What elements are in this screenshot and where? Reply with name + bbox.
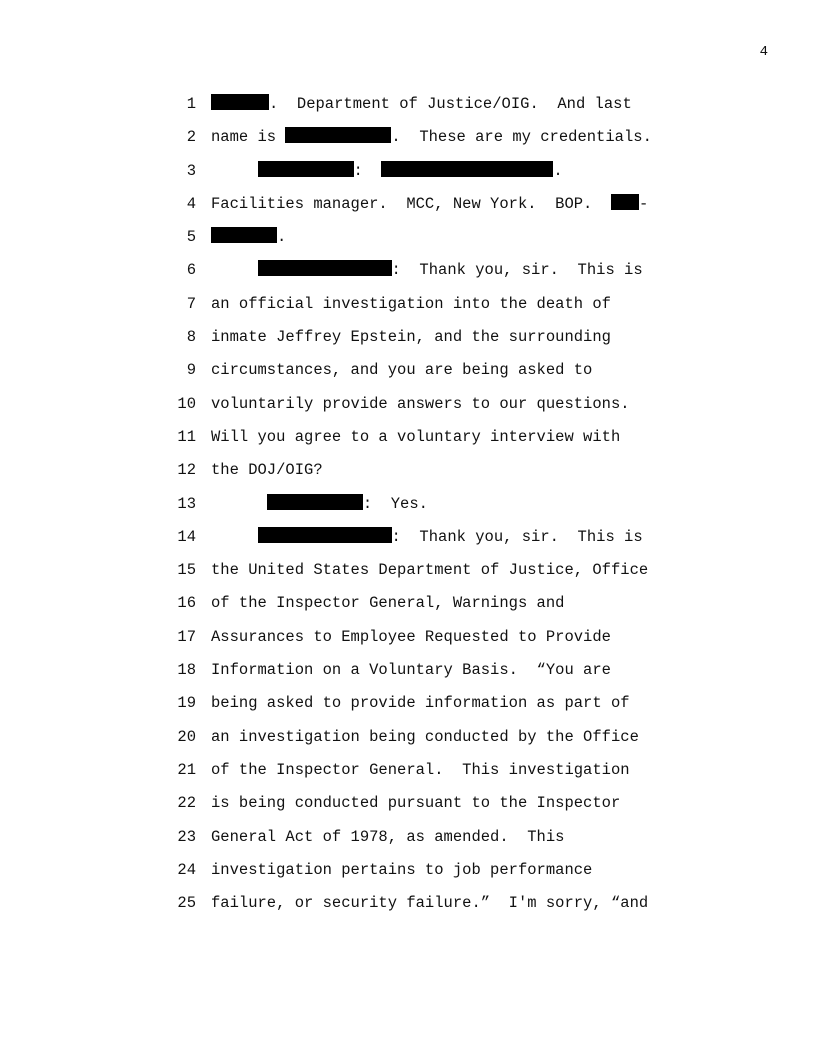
redaction-box [258, 260, 392, 276]
line-text [211, 427, 620, 447]
line-text [211, 693, 630, 713]
transcript-line [0, 294, 816, 327]
text-segment: . These are my credentials. [391, 128, 652, 147]
line-number: 1 [186, 95, 196, 113]
text-segment: . Department of Justice/OIG. And last [269, 95, 632, 113]
transcript-line [0, 127, 816, 160]
line-text [211, 660, 611, 680]
transcript-body [0, 94, 816, 926]
line-number: 4 [186, 194, 196, 213]
text-segment: name is [211, 128, 286, 147]
line-text [211, 860, 592, 880]
text-segment: Information on a Voluntary Basis. “You are [211, 661, 611, 680]
transcript-line [0, 760, 816, 793]
text-segment: : Thank you, sir. This is [391, 261, 643, 280]
text-segment: inmate Jeffrey Epstein, and the surrounding [211, 328, 611, 347]
line-number: 21 [177, 760, 196, 779]
transcript-line [0, 527, 816, 560]
line-number: 11 [177, 427, 196, 446]
line-number: 6 [186, 261, 196, 280]
transcript-line [0, 860, 816, 893]
text-segment: Will you agree to a voluntary interview with [211, 427, 621, 446]
transcript-line [0, 827, 816, 860]
line-number: 15 [177, 561, 196, 580]
line-number: 18 [177, 661, 196, 680]
transcript-line [0, 560, 816, 593]
page-number: 4 [759, 44, 768, 60]
text-segment: an official investigation into the death of [211, 294, 611, 313]
transcript-line [0, 161, 816, 194]
line-text [211, 294, 611, 314]
text-segment: the DOJ/OIG? [211, 461, 323, 480]
line-text [211, 460, 323, 480]
text-segment: : [353, 161, 382, 180]
transcript-line [0, 494, 816, 527]
text-segment: Assurances to Employee Requested to Provide [211, 627, 611, 646]
text-segment: General Act of 1978, as amended. This [211, 827, 565, 846]
redaction-box [381, 161, 553, 177]
line-number: 25 [177, 894, 196, 913]
redaction-box [211, 227, 277, 243]
line-text [211, 94, 632, 114]
text-segment: . [277, 228, 287, 247]
transcript-line [0, 227, 816, 260]
redaction-box [285, 127, 391, 143]
line-number: 7 [186, 294, 196, 313]
line-text [211, 827, 564, 847]
line-text [211, 727, 639, 747]
line-text [211, 360, 592, 380]
text-segment [211, 261, 258, 279]
transcript-line [0, 94, 816, 127]
transcript-line [0, 727, 816, 760]
line-number: 24 [177, 860, 196, 879]
redaction-box [267, 494, 363, 510]
text-segment: failure, or security failure.” I'm sorry, “and [211, 894, 649, 913]
line-number: 23 [177, 827, 196, 846]
line-text [211, 161, 563, 181]
text-segment: an investigation being conducted by the Office [211, 727, 639, 746]
redaction-box [611, 194, 639, 210]
transcript-line [0, 793, 816, 826]
text-segment [211, 495, 267, 513]
text-segment [211, 162, 258, 180]
line-number: 19 [177, 694, 196, 713]
line-number: 20 [177, 727, 196, 746]
transcript-line [0, 327, 816, 360]
transcript-line [0, 593, 816, 626]
line-text [211, 793, 620, 813]
transcript-line [0, 394, 816, 427]
line-number: 14 [177, 527, 196, 546]
line-text [211, 593, 564, 613]
line-number: 3 [186, 161, 196, 180]
line-text [211, 394, 630, 414]
text-segment: the United States Department of Justice, Office [211, 561, 649, 580]
line-text [211, 127, 652, 147]
line-text [211, 560, 648, 580]
text-segment: - [638, 194, 649, 213]
text-segment: : Yes. [362, 494, 428, 513]
line-text [211, 893, 648, 913]
text-segment: circumstances, and you are being asked to [211, 361, 593, 380]
text-segment: : Thank you, sir. This is [391, 527, 643, 546]
line-text [211, 760, 630, 780]
line-text [211, 527, 643, 547]
line-text [211, 327, 611, 347]
line-number: 2 [186, 128, 196, 147]
transcript-line [0, 360, 816, 393]
text-segment: of the Inspector General. This investigation [211, 760, 630, 779]
transcript-line [0, 194, 816, 227]
line-number: 22 [177, 794, 196, 813]
redaction-box [258, 161, 354, 177]
transcript-line [0, 627, 816, 660]
redaction-box [258, 527, 392, 543]
line-text [211, 260, 643, 280]
transcript-line [0, 660, 816, 693]
transcript-line [0, 460, 816, 493]
line-number: 5 [186, 228, 196, 247]
text-segment: is being conducted pursuant to the Inspector [211, 794, 621, 813]
line-number: 8 [186, 328, 196, 347]
transcript-line [0, 260, 816, 293]
text-segment: of the Inspector General, Warnings and [211, 594, 565, 613]
text-segment: being asked to provide information as part of [211, 694, 630, 713]
line-text [211, 194, 648, 214]
text-segment: investigation pertains to job performance [211, 860, 593, 879]
text-segment: Facilities manager. MCC, New York. BOP. [211, 194, 611, 213]
text-segment: . [553, 161, 563, 180]
line-number: 10 [177, 394, 196, 413]
line-text [211, 627, 611, 647]
line-text [211, 227, 286, 247]
text-segment: voluntarily provide answers to our questions. [211, 394, 630, 413]
line-number: 9 [186, 361, 196, 380]
text-segment [211, 528, 258, 546]
transcript-line [0, 693, 816, 726]
redaction-box [211, 94, 269, 110]
line-text [211, 494, 428, 514]
line-number: 12 [177, 461, 196, 480]
transcript-line [0, 427, 816, 460]
line-number: 13 [177, 494, 196, 513]
line-number: 17 [177, 627, 196, 646]
line-number: 16 [177, 594, 196, 613]
transcript-line [0, 893, 816, 926]
